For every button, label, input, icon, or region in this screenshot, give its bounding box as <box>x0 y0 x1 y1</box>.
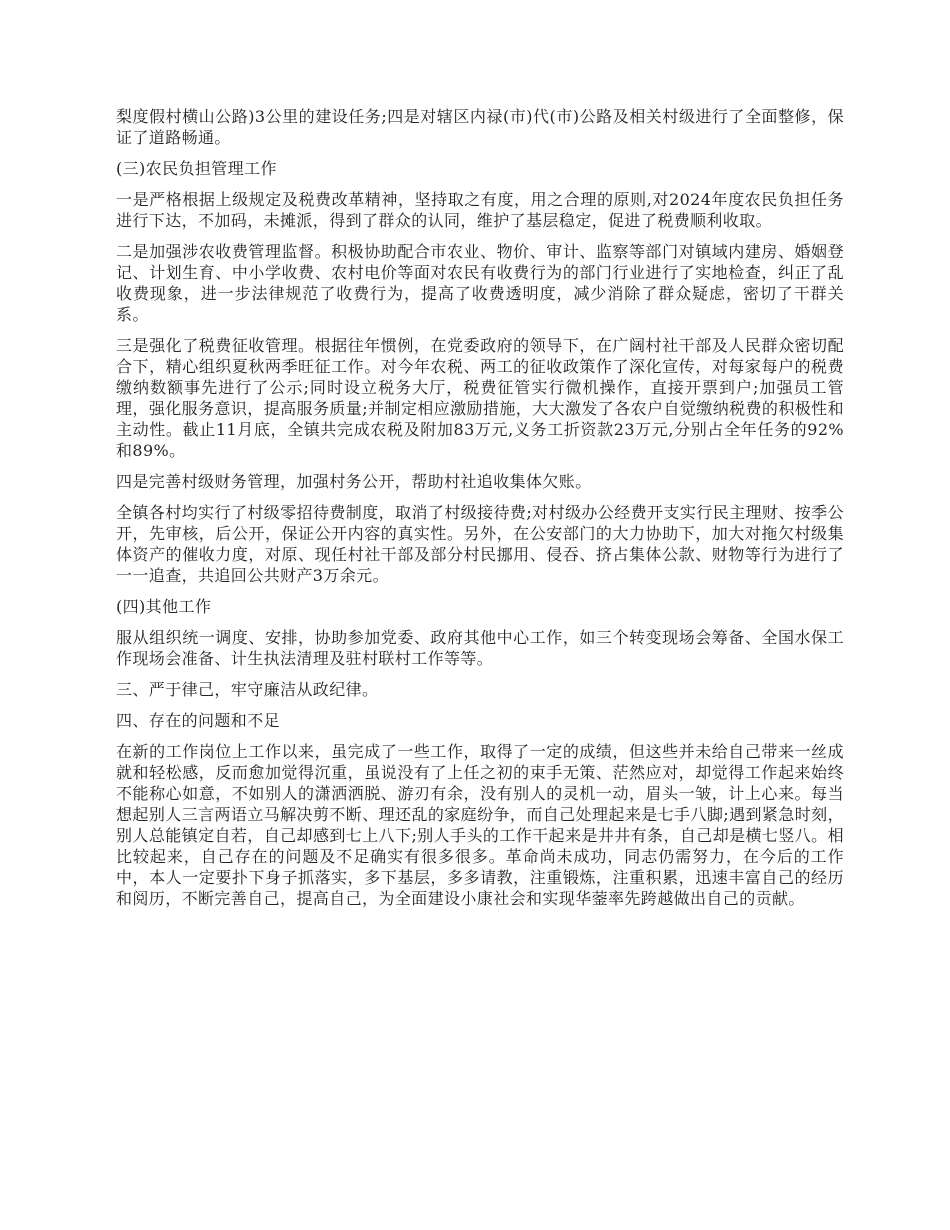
paragraph-road-works: 梨度假村横山公路)3公里的建设任务;四是对辖区内禄(市)代(市)公路及相关村级进行了全面整修，保证了道路畅通。 <box>116 107 844 147</box>
section-heading-other-work: (四)其他工作 <box>116 597 212 616</box>
section-heading-discipline: 三、严于律己，牢守廉洁从政纪律。 <box>116 680 379 699</box>
paragraph-problems: 在新的工作岗位上工作以来，虽完成了一些工作，取得了一定的成绩，但这些并未给自己带来一丝成就和轻松感，反而愈加觉得沉重，虽说没有了上任之初的束手无策、茫然应对，却觉得工作起来始终不能称心如意，不如别人的潇洒洒脱、游刃有余，没有别人的灵机一动，眉头一皱，计上心来。每当想起别人三言两语立马解决剪不断、理还乱的家庭纷争，而自己处理起来是七手八脚;遇到紧急时刻，别人总能镇定自若，自己却感到七上八下;别人手头的工作干起来是井井有条，自己却是横七竖八。相比较起来，自己存在的问题及不足确实有很多很多。革命尚未成功，同志仍需努力，在今后的工作中，本人一定要扑下身子抓落实，多下基层，多多请教，注重锻炼，注重积累，迅速丰富自己的经历和阅历，不断完善自己，提高自己，为全面建设小康社会和实现华蓥率先跨越做出自己的贡献。 <box>116 742 844 908</box>
section-heading-farmer-burden: (三)农民负担管理工作 <box>116 159 277 178</box>
paragraph-tax-collection: 三是强化了税费征收管理。根据往年惯例，在党委政府的领导下，在广阔村社干部及人民群众密切配合下，精心组织夏秋两季旺征工作。对今年农税、两工的征收政策作了深化宣传，对每家每户的税费缴纳数额事先进行了公示;同时设立税务大厅，税费征管实行微机操作，直接开票到户;加强员工管理，强化服务意识，提高服务质量;并制定相应激励措施，大大激发了各农户自觉缴纳税费的积极性和主动性。截止11月底，全镇共完成农税及附加83万元,义务工折资款23万元,分别占全年任务的92%和89%。 <box>116 336 844 460</box>
paragraph-fee-supervision: 二是加强涉农收费管理监督。积极协助配合市农业、物价、审计、监察等部门对镇域内建房、婚姻登记、计划生育、中小学收费、农村电价等面对农民有收费行为的部门行业进行了实地检查，纠正了乱收费现象，进一步法律规范了收费行为，提高了收费透明度，减少消除了群众疑虑，密切了干群关系。 <box>116 242 844 324</box>
paragraph-other-work: 服从组织统一调度、安排，协助参加党委、政府其他中心工作，如三个转变现场会筹备、全国水保工作现场会准备、计生执法清理及驻村联村工作等等。 <box>116 628 844 668</box>
section-heading-problems: 四、存在的问题和不足 <box>116 711 281 730</box>
paragraph-village-expenses: 全镇各村均实行了村级零招待费制度，取消了村级接待费;对村级办公经费开支实行民主理财、按季公开，先审核，后公开，保证公开内容的真实性。另外，在公安部门的大力协助下，加大对拖欠村级集体资产的催收力度，对原、现任村社干部及部分村民挪用、侵吞、挤占集体公款、财物等行为进行了一一追查，共追回公共财产3万余元。 <box>116 503 844 585</box>
document-body <box>116 106 844 919</box>
paragraph-burden-tasks: 一是严格根据上级规定及税费改革精神，坚持取之有度，用之合理的原则,对2024年度农民负担任务进行下达，不加码，未摊派，得到了群众的认同，维护了基层稳定，促进了税费顺利收取。 <box>116 190 844 230</box>
paragraph-village-finance: 四是完善村级财务管理，加强村务公开，帮助村社追收集体欠账。 <box>116 472 592 491</box>
